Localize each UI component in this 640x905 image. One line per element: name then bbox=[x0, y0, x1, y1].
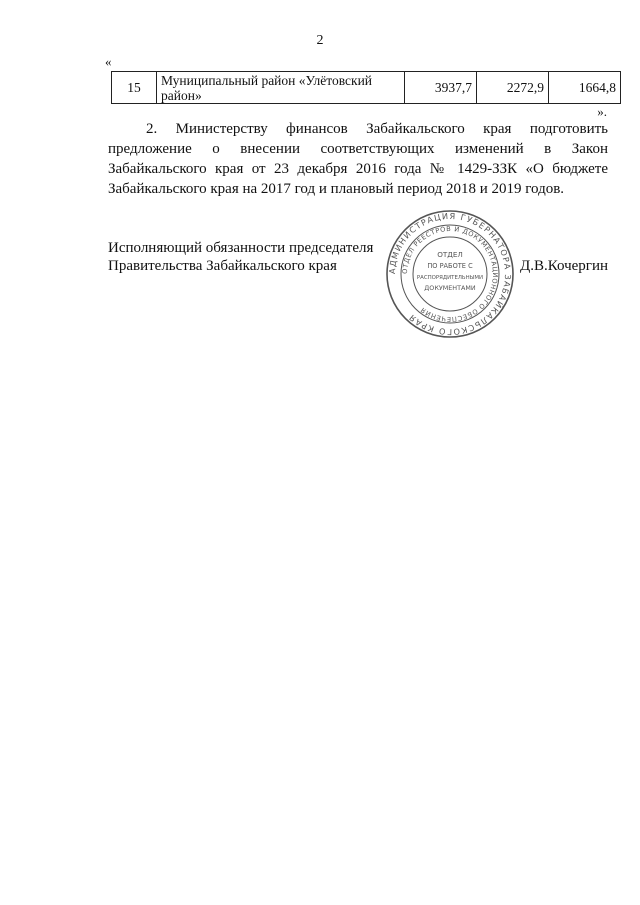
municipality-name-cell: Муниципальный район «Улётовский район» bbox=[157, 72, 405, 104]
signer-title-line-1: Исполняющий обязанности председателя bbox=[108, 240, 374, 256]
value-cell-2: 2272,9 bbox=[477, 72, 549, 104]
stamp-inner-ring bbox=[413, 237, 487, 311]
table-closing-quote: ». bbox=[597, 104, 607, 119]
budget-table bbox=[111, 71, 621, 104]
page-number: 2 bbox=[316, 33, 324, 48]
signer-title-line-2: Правительства Забайкальского края bbox=[108, 258, 337, 274]
stamp-center-line-4: ДОКУМЕНТАМИ bbox=[424, 284, 476, 292]
value-cell-1: 3937,7 bbox=[405, 72, 477, 104]
row-number-cell: 15 bbox=[112, 72, 157, 104]
signer-title bbox=[108, 239, 373, 275]
stamp-inner-ring-text: ОТДЕЛ РЕЕСТРОВ И ДОКУМЕНТАЦИОННОГО ОБЕСПЕЧЕНИЯ bbox=[400, 224, 500, 324]
stamp-outer-text: АДМИНИСТРАЦИЯ ГУБЕРНАТОРА ЗАБАЙКАЛЬСКОГО КРАЯ bbox=[386, 210, 514, 338]
value-cell-3: 1664,8 bbox=[549, 72, 621, 104]
official-stamp bbox=[385, 209, 515, 339]
stamp-center-line-2: ПО РАБОТЕ С bbox=[427, 262, 473, 270]
signer-name: Д.В.Кочергин bbox=[520, 258, 609, 274]
stamp-center-line-1: ОТДЕЛ bbox=[437, 250, 463, 259]
table-row bbox=[112, 72, 621, 104]
table-opening-quote: « bbox=[105, 54, 112, 69]
stamp-center-line-3: РАСПОРЯДИТЕЛЬНЫМИ bbox=[416, 275, 484, 281]
body-paragraph: 2. Министерству финансов Забайкальского края подготовить предложение о внесении соответствующих изменений в Закон Забайкальского края от 23 декабря 2016 года № 1429-ЗЗК «О бюджете Забайкальского края на 2017 год и плановый период 2018 и 2019 годов. bbox=[108, 121, 608, 197]
